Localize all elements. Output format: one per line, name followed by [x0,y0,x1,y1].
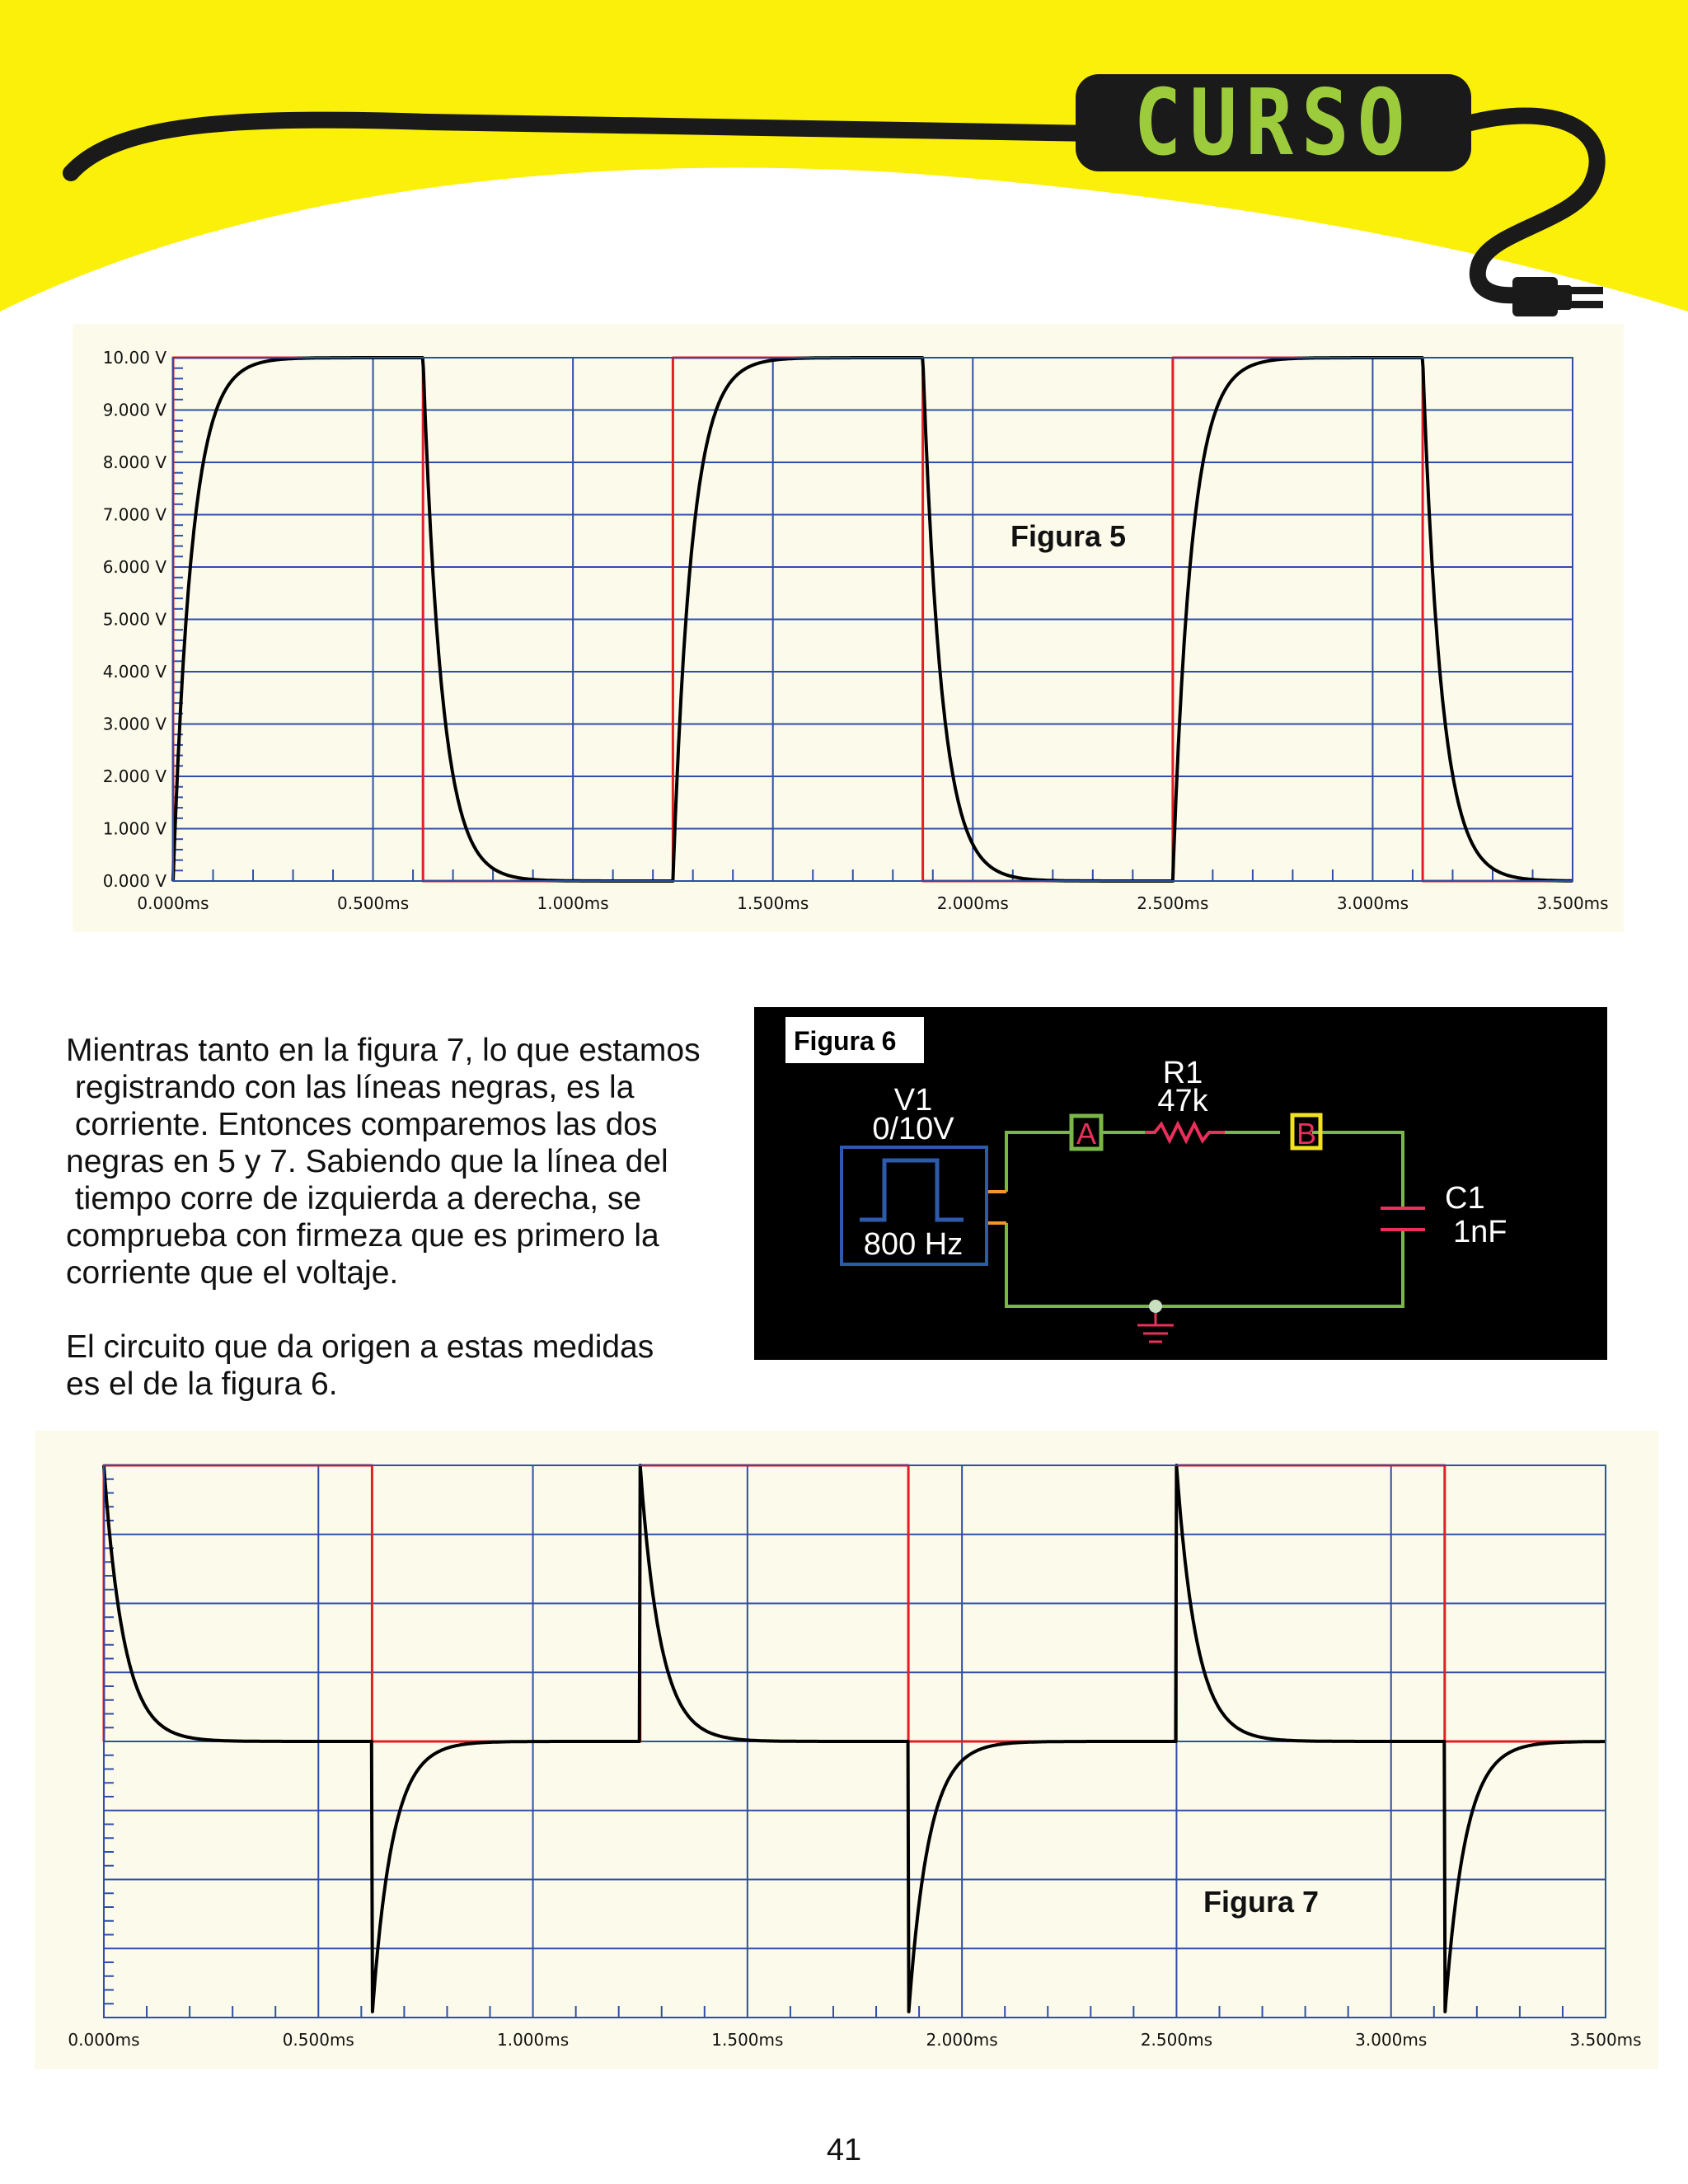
probe-b-label: B [1296,1117,1317,1151]
capacitor-icon [1381,1208,1425,1230]
x-tick-label: 2.500ms [1140,2030,1213,2050]
resistor-icon [1145,1124,1225,1141]
y-tick-label: 5.000 V [102,609,166,630]
figure5-chart [73,324,1624,932]
resistor-name: R1 [1162,1056,1203,1090]
paragraph-1 [66,1032,742,1291]
paragraph1-line: corriente que el voltaje. [66,1255,399,1291]
capacitor-name: C1 [1445,1181,1485,1216]
paragraph1-line: registrando con las líneas negras, es la [66,1070,635,1105]
source-value: 0/10V [872,1112,954,1146]
y-tick-label: 1.000 V [102,818,166,839]
figure7-chart [35,1431,1658,2069]
paragraph1-line: Mientras tanto en la figura 7, lo que estamos [66,1033,701,1068]
paragraph1-line: tiempo corre de izquierda a derecha, se [66,1181,642,1216]
source-name: V1 [893,1083,933,1118]
x-tick-label: 0.500ms [282,2030,354,2050]
paragraph1-line: comprueba con firmeza que es primero la [66,1218,659,1254]
x-tick-label: 2.500ms [1137,893,1209,913]
paragraph1-line: negras en 5 y 7. Sabiendo que la línea del [66,1144,668,1179]
paragraph2-line: El circuito que da origen a estas medidas [66,1329,654,1365]
x-tick-label: 0.000ms [137,893,209,913]
x-tick-label: 1.000ms [496,2030,570,2050]
body-text [66,1032,742,1403]
figure7-label: Figura 7 [1203,1885,1320,1919]
course-title: CURSO [1133,69,1414,176]
capacitor-value: 1nF [1453,1215,1507,1249]
y-tick-label: 6.000 V [102,557,166,577]
x-tick-label: 0.500ms [336,893,410,913]
circuit-wires [1006,1132,1403,1306]
x-tick-label: 2.000ms [936,893,1009,913]
figure6-circuit [754,1007,1607,1360]
figure5-label: Figura 5 [1010,519,1127,553]
course-badge [1076,69,1471,176]
y-tick-label: 7.000 V [102,504,166,525]
paragraph-2 [66,1329,742,1403]
probe-a-label: A [1076,1117,1097,1151]
figure7-plot-area [104,1465,1606,2018]
figure5-chart-panel [73,324,1624,932]
x-tick-label: 1.000ms [537,893,609,913]
x-tick-label: 0.000ms [68,2030,140,2050]
y-tick-label: 8.000 V [102,452,166,472]
power-plug-icon [1512,277,1603,316]
y-tick-label: 2.000 V [102,766,166,786]
y-tick-label: 9.000 V [102,400,166,420]
paragraph2-line: es el de la figura 6. [66,1366,338,1402]
x-tick-label: 1.500ms [711,2030,784,2050]
x-tick-label: 2.000ms [926,2030,998,2050]
source-frequency: 800 Hz [863,1227,964,1262]
figure7-capacitor-current-line [104,1465,1606,2012]
x-tick-label: 3.000ms [1355,2030,1428,2050]
page-number: 41 [826,2133,862,2168]
y-tick-label: 0.000 V [102,871,166,891]
resistor-value: 47k [1157,1084,1208,1118]
figure6-label: Figura 6 [794,1026,897,1056]
x-tick-label: 3.000ms [1336,893,1409,913]
figure7-chart-panel [35,1431,1658,2069]
y-tick-label: 3.000 V [102,714,166,734]
figure5-plot-area [173,358,1573,881]
x-tick-label: 3.500ms [1536,893,1609,913]
y-tick-label: 10.00 V [102,348,166,368]
figure6-circuit-panel [754,1007,1607,1360]
y-tick-label: 4.000 V [102,662,166,682]
x-tick-label: 3.500ms [1569,2030,1642,2050]
paragraph1-line: corriente. Entonces comparemos las dos [66,1107,658,1142]
x-tick-label: 1.500ms [737,893,809,913]
